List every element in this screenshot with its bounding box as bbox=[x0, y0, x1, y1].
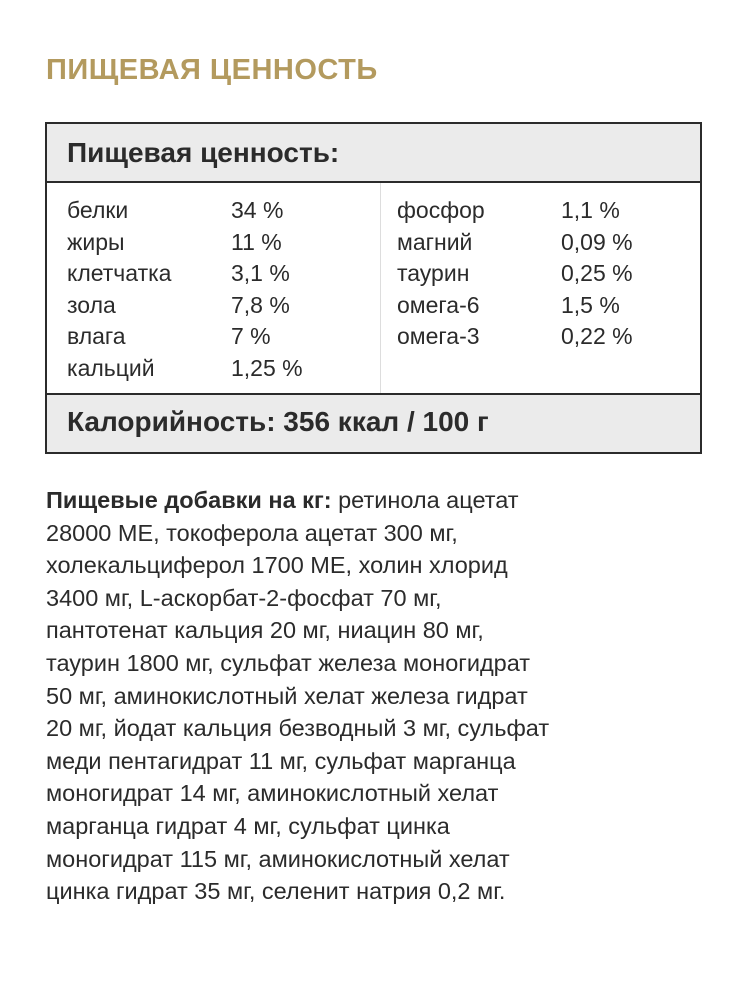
nutrient-name: омега-3 bbox=[397, 323, 480, 350]
page-title: ПИЩЕВАЯ ЦЕННОСТЬ bbox=[46, 54, 378, 86]
nutrient-value: 1,25 % bbox=[231, 354, 303, 381]
nutrient-value: 1,1 % bbox=[561, 197, 620, 223]
calorie-content: Калорийность: 356 ккал / 100 г bbox=[67, 406, 489, 437]
nutrient-value: 7,8 % bbox=[231, 291, 290, 318]
nutrient-name: кальций bbox=[67, 354, 155, 381]
nutrient-value: 11 % bbox=[231, 228, 282, 255]
nutrition-table bbox=[45, 122, 702, 454]
table-header-title: Пищевая ценность: bbox=[67, 137, 340, 168]
additives-line: марганца гидрат 4 мг, сульфат цинка bbox=[46, 812, 450, 839]
nutrient-name: зола bbox=[67, 291, 116, 318]
nutrient-name: магний bbox=[397, 228, 473, 255]
table-footer bbox=[47, 393, 700, 452]
nutrient-name: омега-6 bbox=[397, 291, 480, 318]
additives-paragraph bbox=[46, 484, 686, 908]
additives-line: 3400 мг, L-аскорбат-2-фосфат 70 мг, bbox=[46, 584, 442, 611]
table-body bbox=[47, 183, 700, 398]
additives-line: 20 мг, йодат кальция безводный 3 мг, сульфат bbox=[46, 715, 550, 742]
additives-line: меди пентагидрат 11 мг, сульфат марганца bbox=[46, 747, 516, 774]
additives-line: моногидрат 14 мг, аминокислотный хелат bbox=[46, 780, 499, 807]
additives-line: цинка гидрат 35 мг, селенит натрия 0,2 мг. bbox=[46, 878, 506, 905]
additives-line: таурин 1800 мг, сульфат железа моногидрат bbox=[46, 649, 531, 676]
nutrient-name: фосфор bbox=[397, 197, 485, 223]
nutrient-name: таурин bbox=[397, 260, 470, 287]
nutrient-name: жиры bbox=[67, 228, 125, 255]
nutrient-name: белки bbox=[67, 197, 129, 223]
table-header bbox=[47, 124, 700, 183]
nutrient-value: 34 % bbox=[231, 197, 284, 223]
additives-lead: Пищевые добавки на кг: bbox=[46, 487, 332, 513]
column-divider bbox=[380, 183, 381, 398]
additives-line: ретинола ацетат bbox=[331, 487, 519, 513]
nutrient-value: 0,09 % bbox=[561, 228, 633, 255]
additives-line: пантотенат кальция 20 мг, ниацин 80 мг, bbox=[46, 617, 484, 644]
additives-line: холекальциферол 1700 МЕ, холин хлорид bbox=[46, 552, 508, 579]
nutrient-value: 1,5 % bbox=[561, 291, 620, 318]
nutrient-name: клетчатка bbox=[67, 260, 172, 287]
nutrient-value: 7 % bbox=[231, 323, 271, 350]
nutrient-name: влага bbox=[67, 323, 126, 350]
nutrient-value: 0,22 % bbox=[561, 323, 633, 350]
nutrient-value: 3,1 % bbox=[231, 260, 290, 287]
additives-line: 28000 МЕ, токоферола ацетат 300 мг, bbox=[46, 519, 458, 546]
nutrient-value: 0,25 % bbox=[561, 260, 633, 287]
additives-line: 50 мг, аминокислотный хелат железа гидрат bbox=[46, 682, 528, 709]
additives-line: моногидрат 115 мг, аминокислотный хелат bbox=[46, 845, 510, 872]
